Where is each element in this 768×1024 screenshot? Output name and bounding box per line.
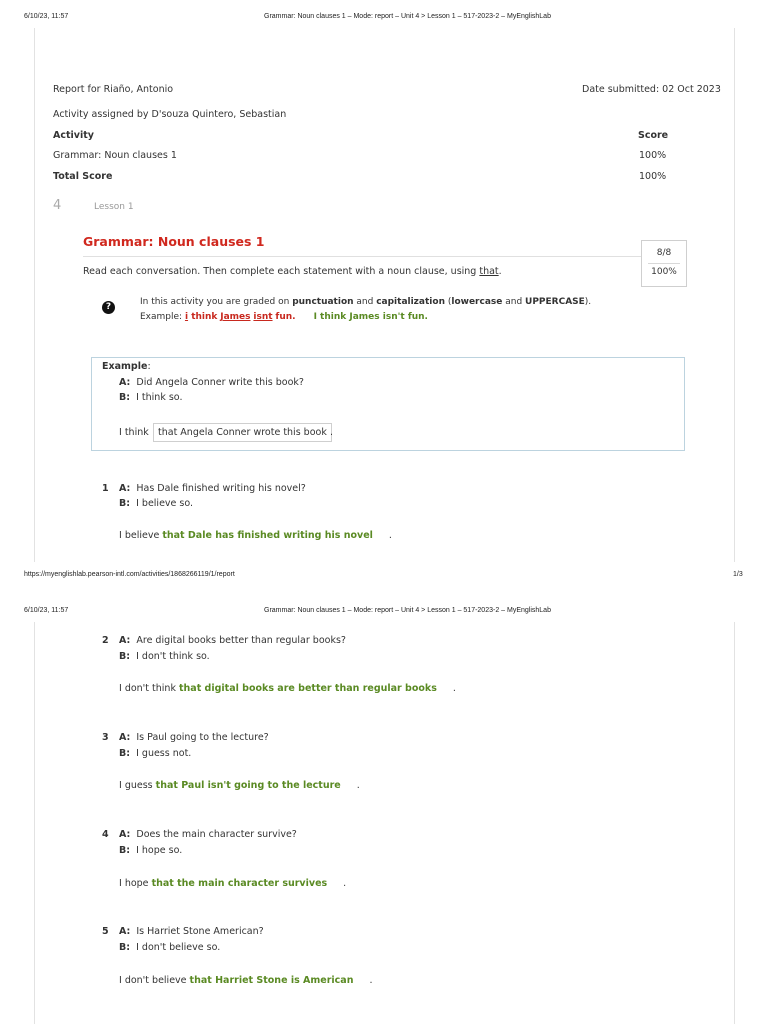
date-submitted: Date submitted: 02 Oct 2023 (582, 84, 721, 95)
question-b-text: I guess not. (136, 748, 192, 759)
answer-text: that digital books are better than regular books (178, 683, 437, 694)
speaker-a: A: (119, 377, 131, 388)
example-b-text: I think so. (136, 392, 183, 403)
print-url[interactable]: https://myenglishlab.pearson-intl.com/activities/1868266119/1/report (24, 571, 235, 578)
answer-text: that Dale has finished writing his novel (162, 530, 373, 541)
info-and2: and (502, 297, 526, 307)
answer-line (119, 780, 360, 791)
question-a-text: Does the main character survive? (136, 829, 297, 840)
question-a-text: Are digital books better than regular books? (136, 635, 346, 646)
info-paren-open: ( (444, 297, 452, 307)
wrong-example-word: James (220, 312, 251, 322)
speaker-b: B: (119, 498, 131, 509)
question-b-text: I don't think so. (136, 651, 210, 662)
exercise-score-box (641, 240, 687, 287)
sheet-right-border (734, 28, 735, 562)
wrong-example-word: i (184, 312, 189, 322)
question-circle-icon[interactable]: ? (102, 301, 115, 314)
question-line-a (119, 635, 346, 646)
info-uppercase: UPPERCASE (525, 297, 585, 307)
lesson-number: 4 (53, 198, 62, 213)
question-a-text: Is Harriet Stone American? (136, 926, 264, 937)
grading-example (140, 312, 428, 322)
score-column-header: Score (638, 130, 669, 141)
answer-line (119, 975, 373, 986)
print-page-number: 1/3 (733, 571, 743, 578)
question-number: 4 (102, 829, 109, 840)
print-title: Grammar: Noun clauses 1 – Mode: report – Unit 4 > Lesson 1 – 517-2023-2 – MyEnglishLab (264, 13, 551, 20)
answer-line (119, 530, 392, 541)
print-datetime: 6/10/23, 11:57 (24, 607, 69, 614)
info-and1: and (353, 297, 377, 307)
example-label-text: Example (102, 361, 148, 372)
speaker-a: A: (119, 635, 131, 646)
speaker-b: B: (119, 748, 131, 759)
sheet-right-border (734, 622, 735, 1024)
question-a-text: Is Paul going to the lecture? (136, 732, 269, 743)
speaker-a: A: (119, 926, 131, 937)
speaker-b: B: (119, 845, 131, 856)
info-punctuation: punctuation (292, 297, 354, 307)
title-underline (83, 256, 641, 257)
right-example: I think James isn't fun. (313, 312, 428, 322)
score-fraction: 8/8 (656, 248, 672, 258)
wrong-example-word: fun (275, 312, 293, 322)
report-for: Report for Riaño, Antonio (53, 84, 174, 95)
question-b-text: I believe so. (136, 498, 194, 509)
speaker-b: B: (119, 651, 131, 662)
print-datetime: 6/10/23, 11:57 (24, 13, 69, 20)
question-line-a (119, 483, 306, 494)
example-a-text: Did Angela Conner write this book? (136, 377, 304, 388)
question-number: 1 (102, 483, 109, 494)
total-score-value: 100% (639, 171, 667, 182)
info-capitalization: capitalization (376, 297, 445, 307)
answer-end: . (452, 683, 456, 694)
answer-line (119, 683, 456, 694)
question-line-a (119, 926, 264, 937)
info-pre: In this activity you are graded on (140, 297, 293, 307)
score-divider (648, 263, 680, 264)
answer-text: that the main character survives (151, 878, 328, 889)
question-b-text: I hope so. (136, 845, 183, 856)
activity-name: Grammar: Noun clauses 1 (53, 150, 177, 161)
instruction-end: . (498, 266, 502, 277)
example-label-colon: : (147, 361, 151, 372)
example-label (102, 361, 151, 372)
wrong-example-word: isnt (253, 312, 273, 322)
question-number: 3 (102, 732, 109, 743)
score-percent: 100% (651, 267, 677, 277)
speaker-a: A: (119, 483, 131, 494)
question-line-b (119, 845, 182, 856)
wrong-example-end: . (292, 312, 296, 322)
example-stem: I think (119, 427, 149, 438)
info-lowercase: lowercase (451, 297, 503, 307)
wrong-example-word: think (191, 312, 218, 322)
question-line-b (119, 748, 191, 759)
sheet-left-border (34, 28, 35, 562)
answer-end: . (356, 780, 360, 791)
grading-info (140, 297, 591, 307)
example-answer-field: that Angela Conner wrote this book (153, 423, 332, 442)
answer-stem: I hope (119, 878, 149, 889)
grading-example-prefix: Example: (140, 312, 185, 322)
question-line-b (119, 498, 193, 509)
activity-column-header: Activity (53, 130, 94, 141)
example-end: . (330, 427, 334, 438)
print-title: Grammar: Noun clauses 1 – Mode: report – Unit 4 > Lesson 1 – 517-2023-2 – MyEnglishLab (264, 607, 551, 614)
sheet-left-border (34, 622, 35, 1024)
info-paren-close: ). (584, 297, 592, 307)
answer-stem: I guess (119, 780, 153, 791)
answer-end: . (369, 975, 373, 986)
answer-end: . (388, 530, 392, 541)
instruction-keyword: that (479, 266, 499, 277)
example-line-b (119, 392, 182, 403)
question-a-text: Has Dale finished writing his novel? (136, 483, 306, 494)
speaker-a: A: (119, 829, 131, 840)
assigned-by: Activity assigned by D'souza Quintero, Sebastian (53, 109, 287, 120)
question-line-a (119, 732, 269, 743)
answer-stem: I don't think (119, 683, 176, 694)
speaker-b: B: (119, 392, 131, 403)
instruction-text: Read each conversation. Then complete each statement with a noun clause, using (83, 266, 480, 277)
speaker-b: B: (119, 942, 131, 953)
answer-text: that Paul isn't going to the lecture (155, 780, 341, 791)
speaker-a: A: (119, 732, 131, 743)
question-number: 5 (102, 926, 109, 937)
example-line-a (119, 377, 304, 388)
question-line-b (119, 651, 210, 662)
answer-line (119, 878, 346, 889)
activity-score: 100% (639, 150, 667, 161)
question-line-b (119, 942, 220, 953)
answer-stem: I believe (119, 530, 160, 541)
instruction (83, 266, 502, 277)
exercise-title: Grammar: Noun clauses 1 (83, 234, 265, 249)
answer-end: . (343, 878, 347, 889)
total-score-label: Total Score (53, 171, 113, 182)
lesson-label: Lesson 1 (94, 202, 134, 212)
question-b-text: I don't believe so. (136, 942, 221, 953)
answer-stem: I don't believe (119, 975, 187, 986)
question-number: 2 (102, 635, 109, 646)
answer-text: that Harriet Stone is American (189, 975, 354, 986)
question-line-a (119, 829, 297, 840)
